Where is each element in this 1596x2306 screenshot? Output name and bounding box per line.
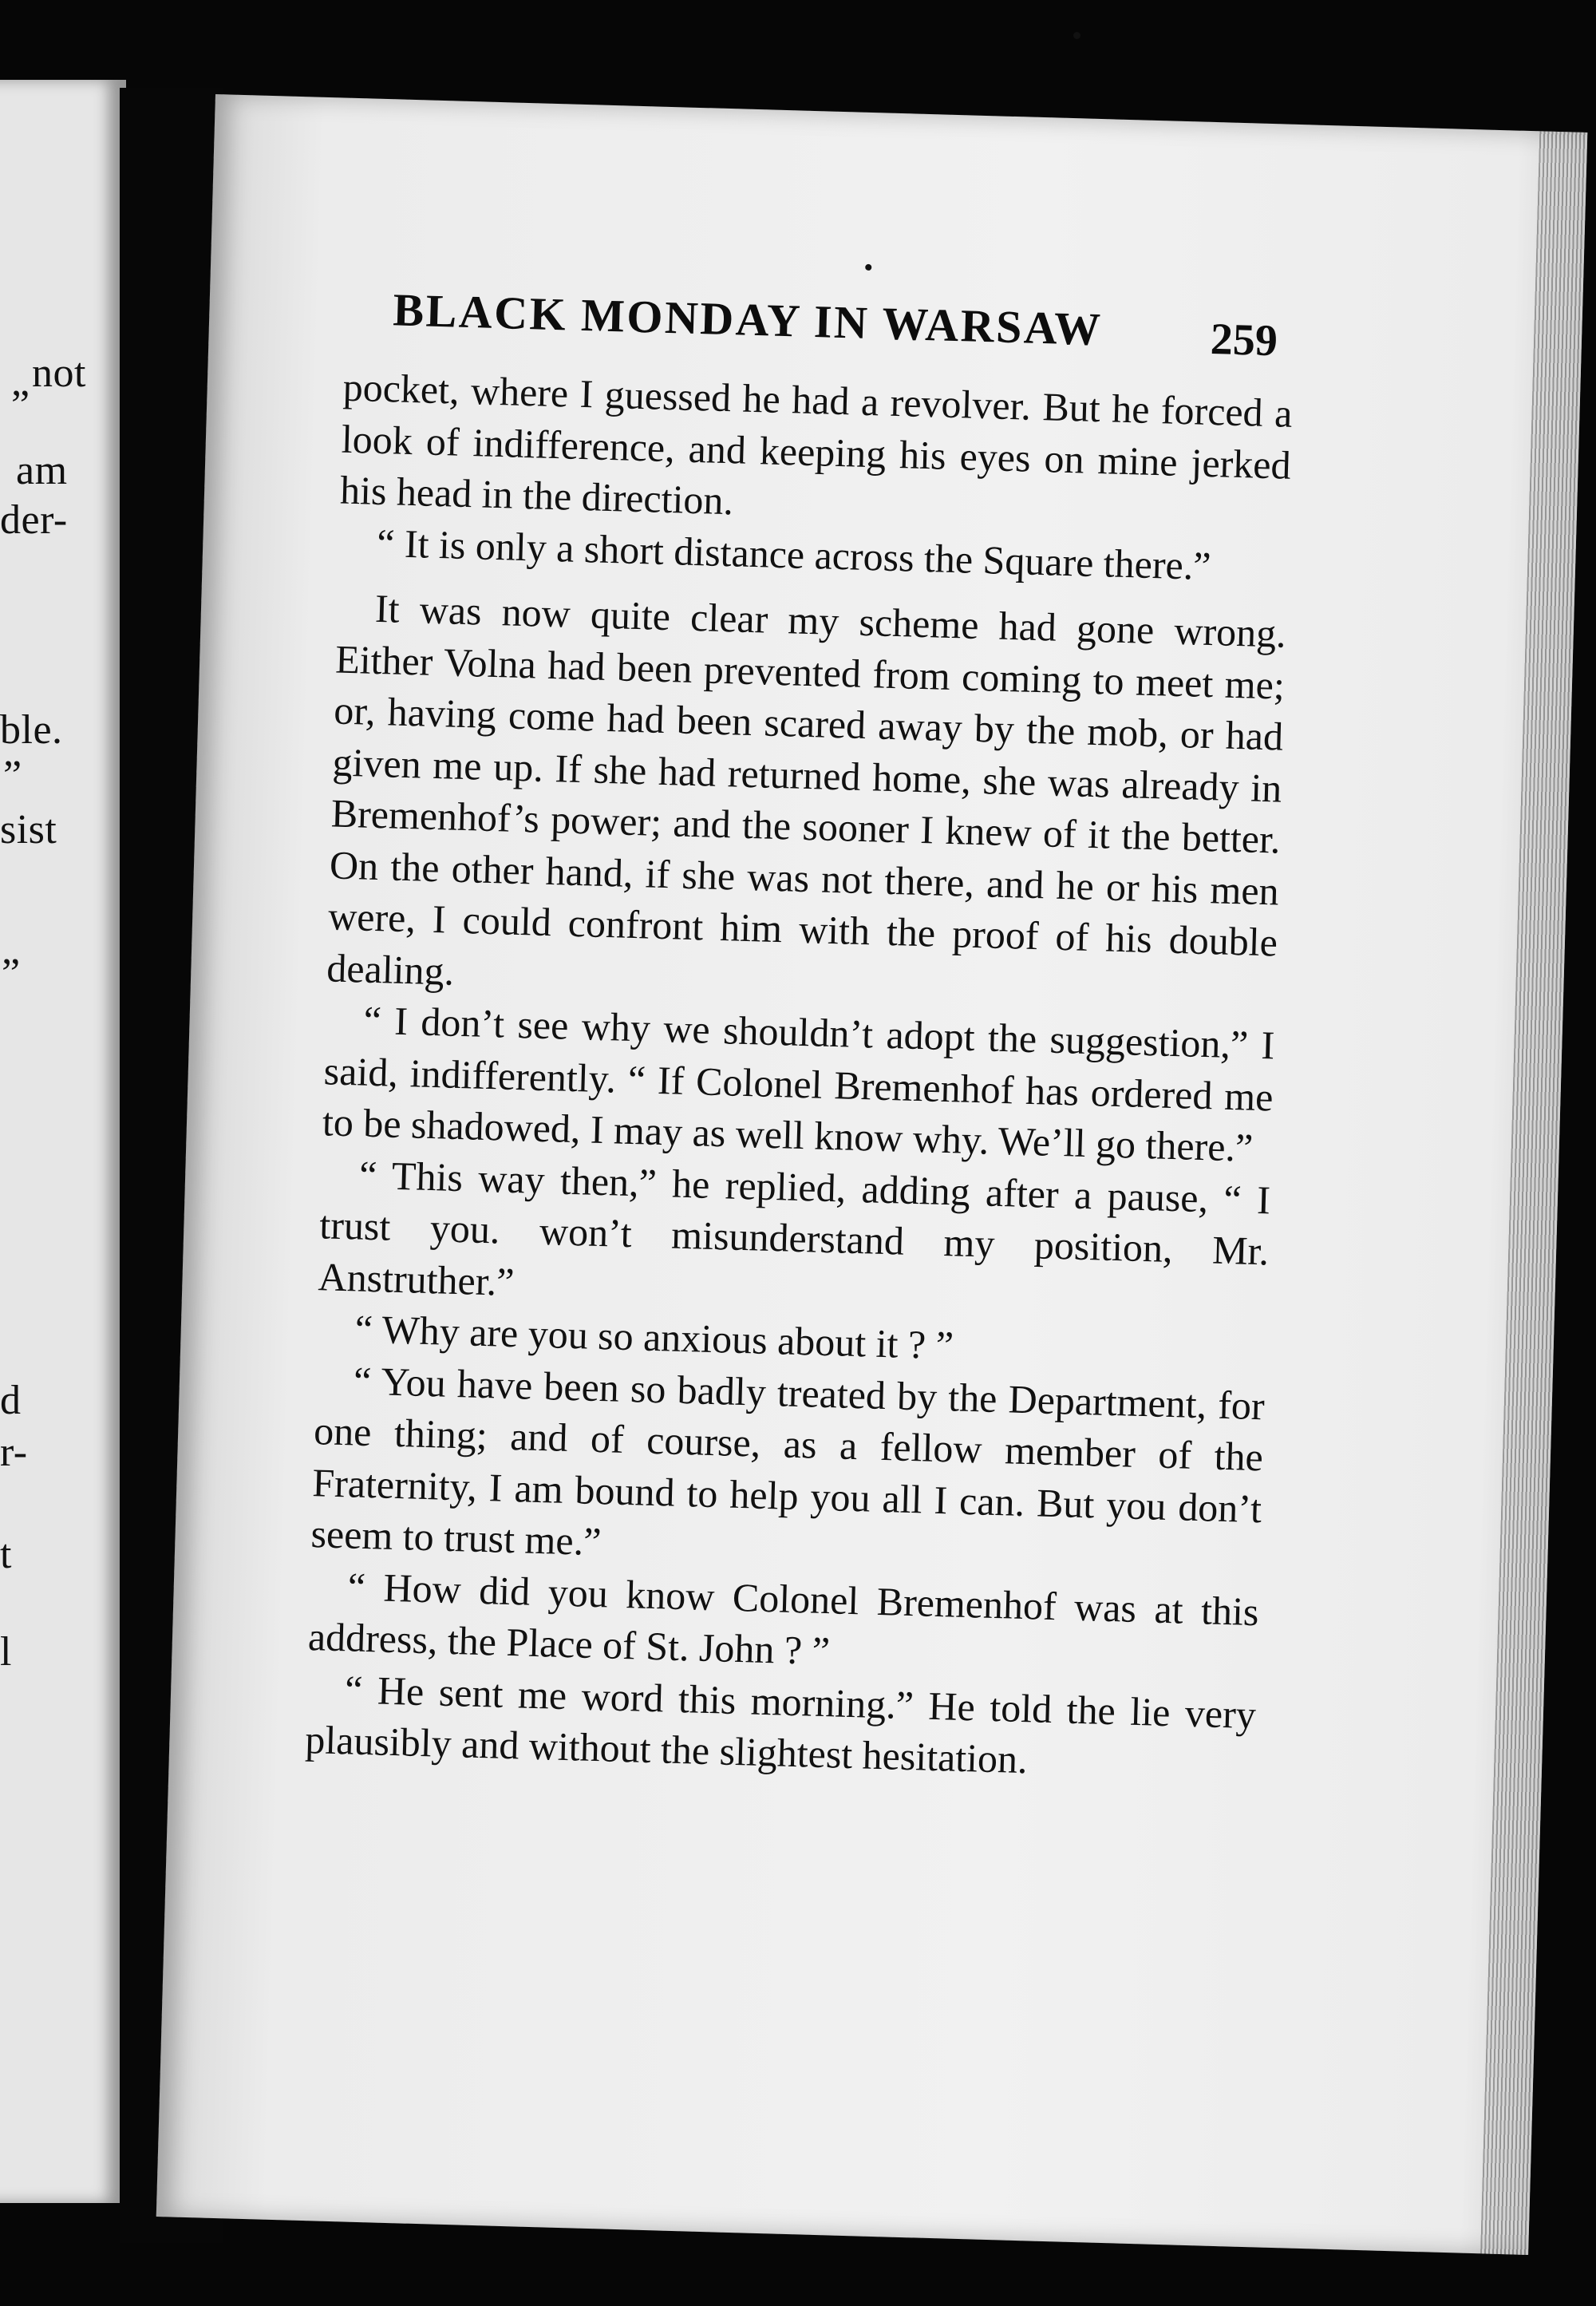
facing-page-fragment: r- bbox=[0, 1430, 28, 1475]
facing-page-fragment: ” bbox=[3, 753, 22, 798]
facing-page-fragment: der- bbox=[0, 497, 68, 543]
paragraph: “ This way then,” he replied, adding after a pause, “ I trust you. won’t misunderstand my position, Mr. Anstruther.” bbox=[317, 1152, 1271, 1304]
facing-page-fragment: am bbox=[16, 448, 68, 493]
running-head: BLACK MONDAY IN WARSAW bbox=[392, 283, 1104, 356]
paragraph: “ How did you know Colonel Bremenhof was at this address, the Place of St. John ? ” bbox=[307, 1563, 1260, 1674]
paragraph: “ It is only a short distance across the Square there.” bbox=[376, 520, 1212, 588]
paragraph: pocket, where I guessed he had a revolver. But he forced a look of indifference, and keeping his eyes on mine jerked his head in the direction. bbox=[339, 364, 1294, 524]
facing-page-fragment: l bbox=[0, 1629, 12, 1675]
facing-page-fragment: not bbox=[32, 350, 86, 396]
paragraph: It was now quite clear my scheme had gone wrong. Either Volna had been prevented from coming to meet me; or, having come had been scared away by the mob, or had given me up. If she had returned home, she was already in Bremenhof’s power; and the sooner I knew of it the better. On the other hand, if she was not there, and he or his men were, I could confront him with the proof of his double dealing. bbox=[326, 585, 1287, 994]
facing-page-fragment: ” bbox=[2, 951, 21, 996]
facing-page-fragment: ” bbox=[11, 382, 30, 428]
paragraph: “ Why are you so anxious about it ? ” bbox=[354, 1306, 954, 1368]
scan-speck bbox=[1073, 32, 1080, 39]
scan-speck bbox=[865, 264, 871, 271]
page-edge bbox=[1480, 131, 1587, 2255]
paragraph: “ He sent me word this morning.” He told the lie very plausibly and without the slightest hesitation. bbox=[304, 1666, 1257, 1782]
facing-page-fragment: sist bbox=[0, 807, 57, 852]
facing-page bbox=[0, 80, 126, 2203]
facing-page-fragment: ble. bbox=[0, 707, 63, 753]
facing-page-fragment: t bbox=[0, 1532, 12, 1577]
facing-page-fragment: d bbox=[0, 1378, 22, 1423]
paragraph: “ I don’t see why we shouldn’t adopt the suggestion,” I said, indifferently. “ If Colonel Bremenhof has ordered me to be shadowed, I may as well know why. We’ll go there.” bbox=[322, 997, 1276, 1170]
body-text bbox=[305, 362, 1294, 1792]
paragraph: “ You have been so badly treated by the Department, for one thing; and of course, as a fellow member of the Fraternity, I am bound to help you all I can. But you don’t seem to trust me.” bbox=[310, 1357, 1266, 1564]
page-number: 259 bbox=[1210, 314, 1278, 366]
book-page bbox=[156, 94, 1588, 2255]
